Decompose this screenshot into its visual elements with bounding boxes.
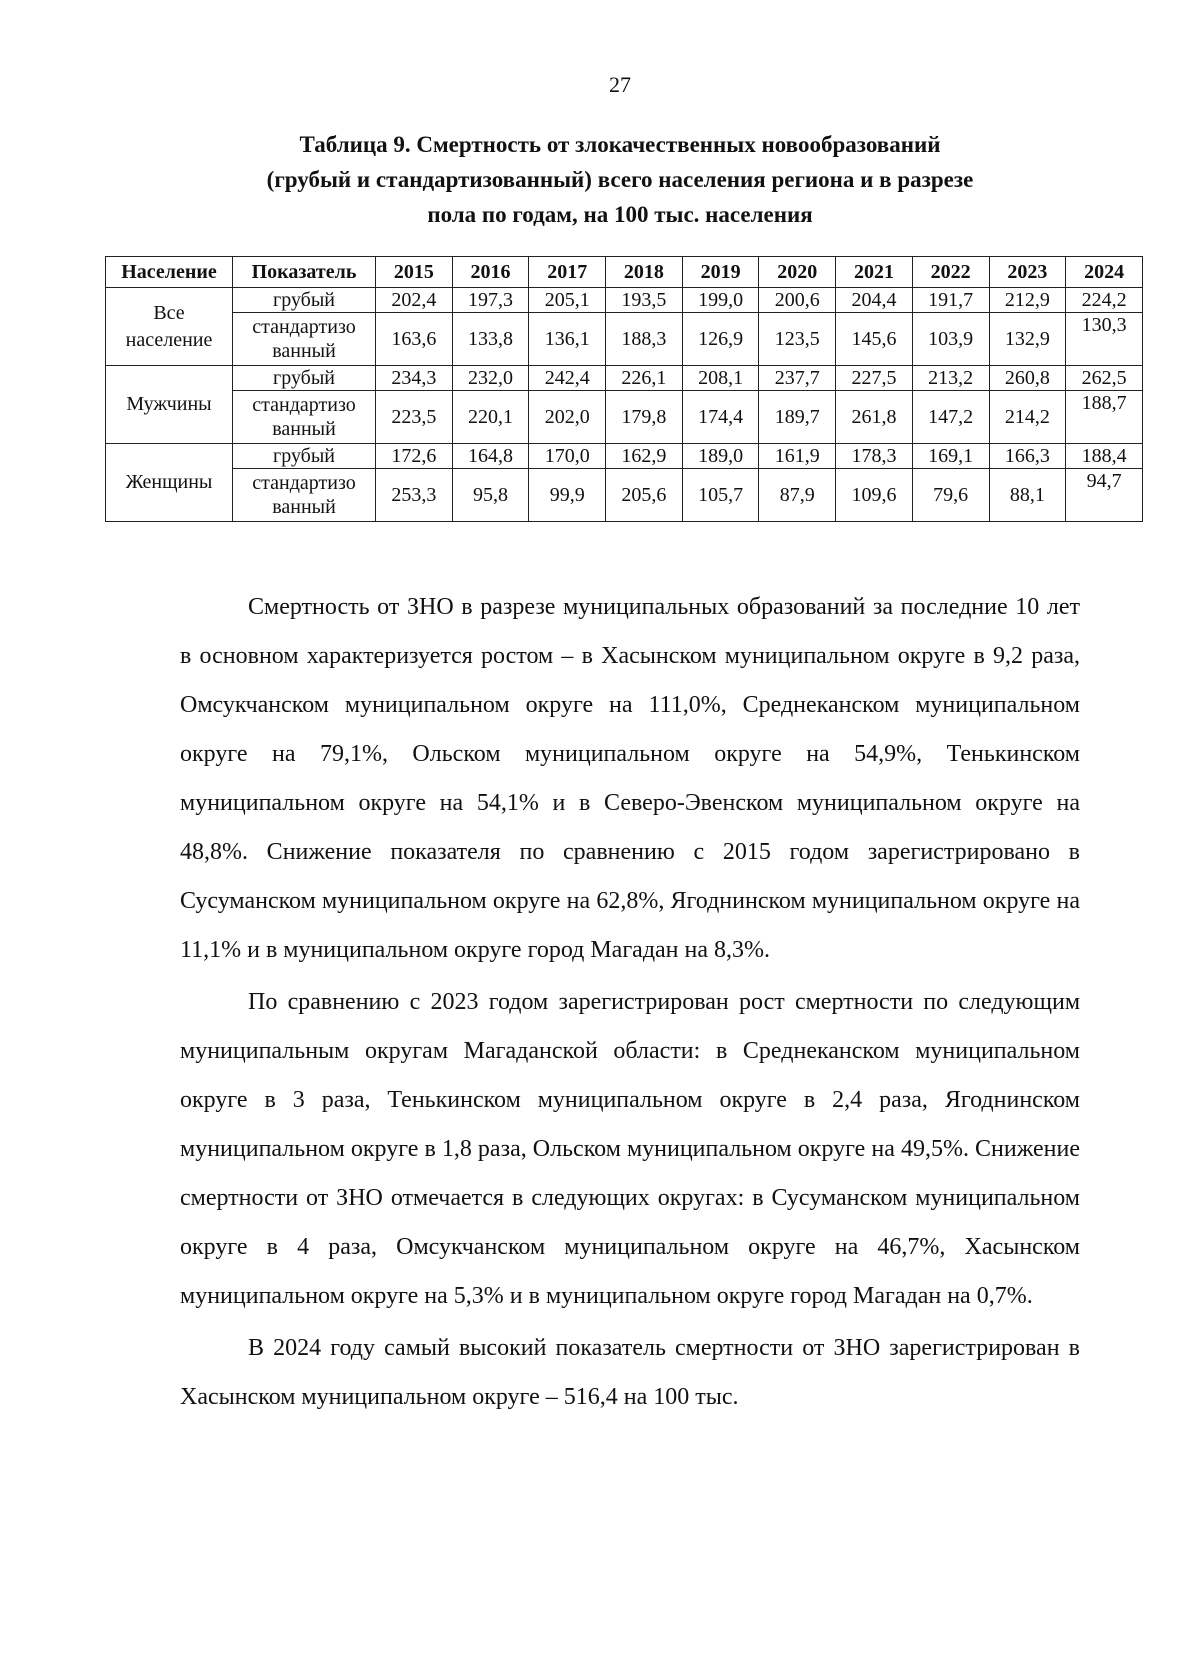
caption-line-2: (грубый и стандартизованный) всего населения региона и в разрезе — [266, 167, 974, 192]
table-cell: 193,5 — [606, 288, 683, 313]
table-cell: 123,5 — [759, 313, 836, 366]
group-label: Женщины — [106, 444, 233, 522]
table-cell: 132,9 — [989, 313, 1066, 366]
table-caption — [180, 127, 1060, 232]
header-year: 2024 — [1066, 257, 1143, 288]
indicator-label: стандартизо ванный — [233, 313, 376, 366]
table-cell: 226,1 — [606, 366, 683, 391]
table-cell: 87,9 — [759, 469, 836, 522]
header-year: 2021 — [836, 257, 913, 288]
page-number: 27 — [609, 72, 631, 97]
table-cell: 99,9 — [529, 469, 606, 522]
table-cell: 242,4 — [529, 366, 606, 391]
table-cell: 133,8 — [452, 313, 529, 366]
caption-line-3: пола по годам, на 100 тыс. населения — [427, 202, 813, 227]
body-text — [180, 583, 1080, 1422]
table-cell: 188,7 — [1066, 391, 1143, 444]
indicator-label: стандартизо ванный — [233, 469, 376, 522]
table-cell: 136,1 — [529, 313, 606, 366]
header-year: 2022 — [912, 257, 989, 288]
table-cell: 199,0 — [682, 288, 759, 313]
paragraph: По сравнению с 2023 годом зарегистрирован рост смертности по следующим муниципальным округам Магаданской области: в Среднеканском муниципальном округе в 3 раза, Тенькинском муниципальном округе в 2,4 раза, Ягоднинском муниципальном округе в 1,8 раза, Ольском муниципальном округе на 49,5%. Снижение смертности от ЗНО отмечается в следующих округах: в Сусуманском муниципальном округе в 4 раза, Омсукчанском муниципальном округе на 46,7%, Хасынском муниципальном округе на 5,3% и в муниципальном округе город Магадан на 0,7%. — [180, 989, 1080, 1309]
indicator-label: грубый — [233, 366, 376, 391]
table-cell: 220,1 — [452, 391, 529, 444]
table-cell: 145,6 — [836, 313, 913, 366]
table-cell: 237,7 — [759, 366, 836, 391]
paragraph: Смертность от ЗНО в разрезе муниципальных образований за последние 10 лет в основном характеризуется ростом – в Хасынском муниципальном округе в 9,2 раза, Омсукчанском муниципальном округе на 111,0%, Среднеканском муниципальном округе на 79,1%, Ольском муниципальном округе на 54,9%, Тенькинском муниципальном округе на 54,1% и в Северо-Эвенском муниципальном округе на 48,8%. Снижение показателя по сравнению с 2015 годом зарегистрировано в Сусуманском муниципальном округе на 62,8%, Ягоднинском муниципальном округе на 11,1% и в муниципальном округе город Магадан на 8,3%. — [180, 594, 1080, 963]
table-cell: 95,8 — [452, 469, 529, 522]
table-cell: 232,0 — [452, 366, 529, 391]
table-header-row — [106, 257, 1143, 288]
indicator-label: стандартизо ванный — [233, 391, 376, 444]
table-row — [106, 444, 1143, 469]
table-cell: 223,5 — [376, 391, 453, 444]
header-year: 2017 — [529, 257, 606, 288]
header-indicator: Показатель — [233, 257, 376, 288]
table-cell: 147,2 — [912, 391, 989, 444]
table-cell: 262,5 — [1066, 366, 1143, 391]
table-cell: 170,0 — [529, 444, 606, 469]
table-cell: 105,7 — [682, 469, 759, 522]
header-year: 2020 — [759, 257, 836, 288]
table-cell: 130,3 — [1066, 313, 1143, 366]
table-cell: 261,8 — [836, 391, 913, 444]
table-cell: 178,3 — [836, 444, 913, 469]
header-year: 2018 — [606, 257, 683, 288]
caption-line-1: Таблица 9. Смертность от злокачественных новообразований — [299, 132, 941, 157]
table-cell: 253,3 — [376, 469, 453, 522]
table-cell: 191,7 — [912, 288, 989, 313]
table-cell: 162,9 — [606, 444, 683, 469]
table-cell: 109,6 — [836, 469, 913, 522]
table-cell: 205,1 — [529, 288, 606, 313]
table-cell: 260,8 — [989, 366, 1066, 391]
table-cell: 126,9 — [682, 313, 759, 366]
table-cell: 213,2 — [912, 366, 989, 391]
mortality-table — [105, 256, 1143, 522]
table-row — [106, 288, 1143, 313]
table-cell: 200,6 — [759, 288, 836, 313]
table-cell: 161,9 — [759, 444, 836, 469]
table-cell: 205,6 — [606, 469, 683, 522]
table-cell: 234,3 — [376, 366, 453, 391]
paragraph: В 2024 году самый высокий показатель смертности от ЗНО зарегистрирован в Хасынском муниципальном округе – 516,4 на 100 тыс. — [180, 1335, 1080, 1410]
group-label: Мужчины — [106, 366, 233, 444]
table-cell: 94,7 — [1066, 469, 1143, 522]
table-cell: 214,2 — [989, 391, 1066, 444]
header-year: 2016 — [452, 257, 529, 288]
table-cell: 202,0 — [529, 391, 606, 444]
table-row — [106, 391, 1143, 444]
header-population: Население — [106, 257, 233, 288]
table-cell: 174,4 — [682, 391, 759, 444]
table-cell: 204,4 — [836, 288, 913, 313]
table-cell: 163,6 — [376, 313, 453, 366]
table-cell: 188,4 — [1066, 444, 1143, 469]
table-cell: 189,0 — [682, 444, 759, 469]
header-year: 2023 — [989, 257, 1066, 288]
table-row — [106, 469, 1143, 522]
table-row — [106, 366, 1143, 391]
table-cell: 197,3 — [452, 288, 529, 313]
table-cell: 179,8 — [606, 391, 683, 444]
header-year: 2015 — [376, 257, 453, 288]
indicator-label: грубый — [233, 444, 376, 469]
table-cell: 169,1 — [912, 444, 989, 469]
header-year: 2019 — [682, 257, 759, 288]
table-cell: 103,9 — [912, 313, 989, 366]
table-cell: 189,7 — [759, 391, 836, 444]
table-cell: 208,1 — [682, 366, 759, 391]
group-label: Все население — [106, 288, 233, 366]
table-cell: 79,6 — [912, 469, 989, 522]
indicator-label: грубый — [233, 288, 376, 313]
table-cell: 166,3 — [989, 444, 1066, 469]
table-row — [106, 313, 1143, 366]
table-cell: 202,4 — [376, 288, 453, 313]
table-cell: 164,8 — [452, 444, 529, 469]
table-cell: 227,5 — [836, 366, 913, 391]
table-cell: 188,3 — [606, 313, 683, 366]
table-cell: 224,2 — [1066, 288, 1143, 313]
table-cell: 88,1 — [989, 469, 1066, 522]
table-cell: 172,6 — [376, 444, 453, 469]
table-cell: 212,9 — [989, 288, 1066, 313]
